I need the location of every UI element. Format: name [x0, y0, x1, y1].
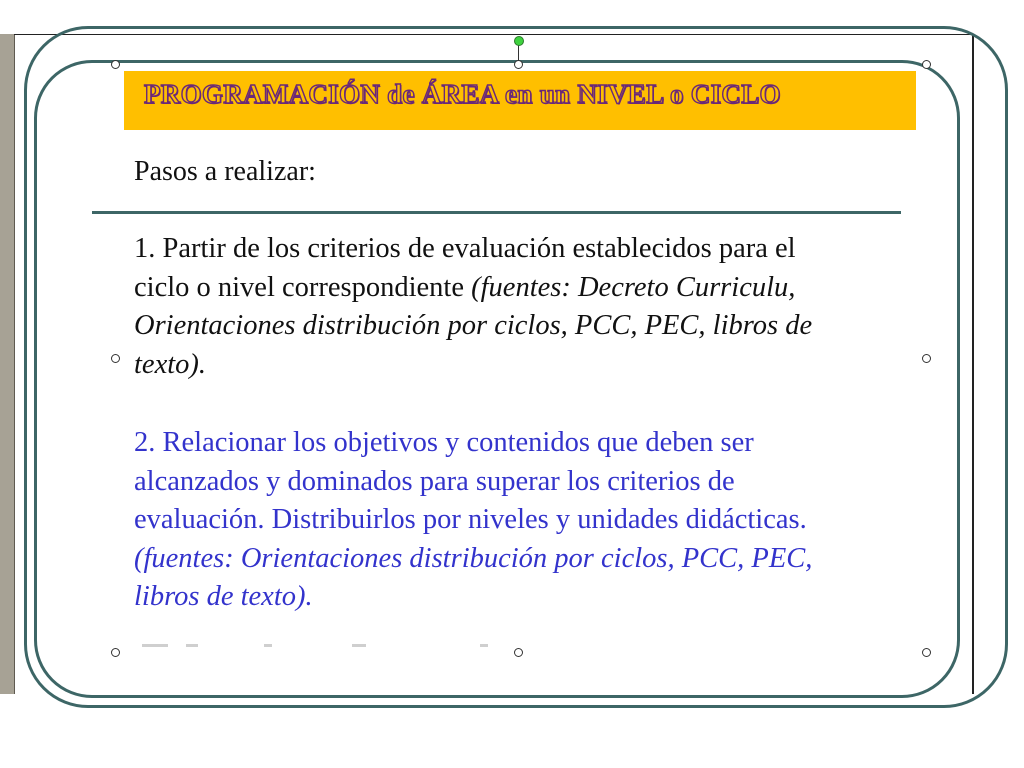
step-1-italic-text: (fuentes: Decreto Curriculu, [471, 271, 796, 303]
rotate-handle-icon[interactable] [514, 36, 524, 46]
resize-handle-top-right[interactable] [922, 60, 931, 69]
step-1-line [134, 346, 812, 385]
step-2-paragraph[interactable] [134, 424, 812, 617]
step-1-line [134, 269, 812, 308]
resize-handle-bottom-right[interactable] [922, 648, 931, 657]
step-2-italic-text: (fuentes: Orientaciones distribución por ciclos, PCC, PEC, [134, 542, 813, 574]
resize-handle-middle-right[interactable] [922, 354, 931, 363]
slide-title: PROGRAMACIÓN de ÁREA en un NIVEL o CICLO [144, 79, 781, 109]
title-banner [124, 71, 916, 130]
step-2-line: 2. Relacionar los objetivos y contenidos que deben ser [134, 427, 754, 458]
resize-handle-top-left[interactable] [111, 60, 120, 69]
left-panel-edge [0, 34, 15, 694]
resize-handle-bottom-left[interactable] [111, 648, 120, 657]
resize-handle-top-center[interactable] [514, 60, 523, 69]
resize-handle-middle-left[interactable] [111, 354, 120, 363]
step-1-paragraph[interactable] [134, 230, 812, 384]
step-2-line: alcanzados y dominados para superar los criterios de [134, 465, 735, 497]
slide-subtitle: Pasos a realizar: [134, 156, 316, 187]
step-1-line [134, 307, 812, 346]
step-2-italic-text: libros de texto). [134, 581, 313, 612]
step-1-italic-text: texto). [134, 348, 207, 380]
step-1-line: 1. Partir de los criterios de evaluación establecidos para el [134, 233, 796, 264]
step-1-italic-text: Orientaciones distribución por ciclos, PCC, PEC, libros de [134, 310, 813, 341]
divider-line [92, 211, 901, 214]
step-1-plain-text: ciclo o nivel correspondiente [134, 271, 472, 303]
step-2-line [134, 578, 812, 617]
step-2-line: evaluación. Distribuirlos por niveles y unidades didácticas. [134, 504, 807, 535]
step-2-line [134, 540, 812, 579]
clipped-text-fragments [142, 640, 522, 652]
